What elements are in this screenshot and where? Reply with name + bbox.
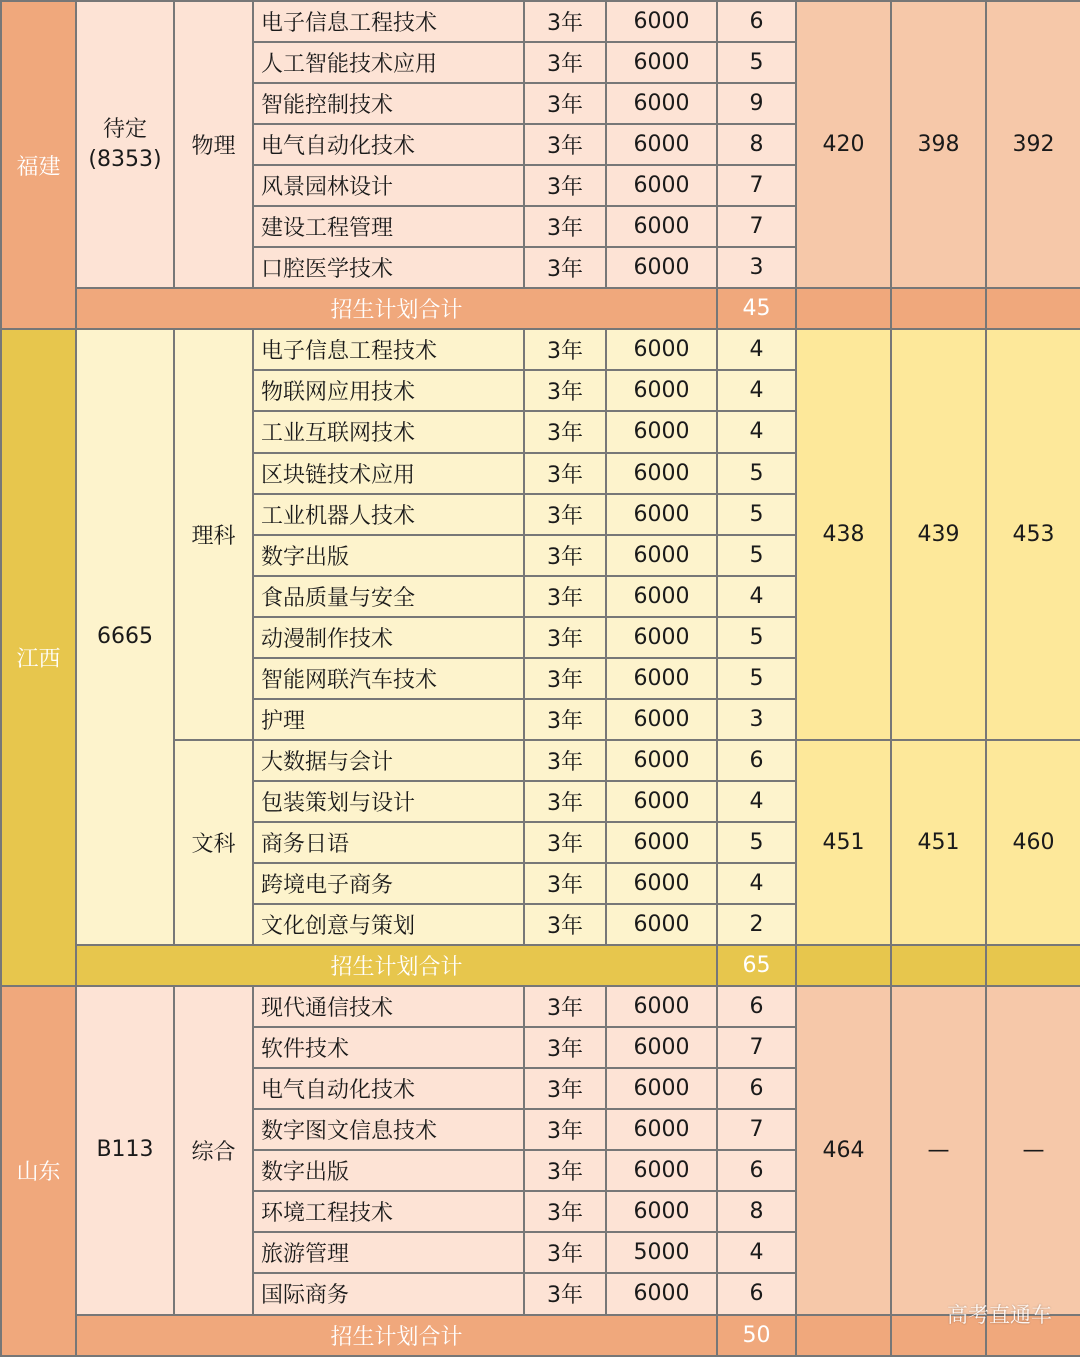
tuition-fee: 6000 (606, 699, 717, 740)
major-name: 国际商务 (253, 1273, 524, 1314)
major-name: 护理 (253, 699, 524, 740)
study-years: 3年 (524, 576, 606, 617)
subject-category: 文科 (174, 740, 253, 945)
score-cell: 438 (796, 329, 891, 739)
major-name: 电子信息工程技术 (253, 1, 524, 42)
tuition-fee: 6000 (606, 535, 717, 576)
study-years: 3年 (524, 617, 606, 658)
plan-count: 5 (717, 617, 796, 658)
score-cell: 398 (891, 1, 986, 288)
major-name: 智能网联汽车技术 (253, 658, 524, 699)
total-label: 招生计划合计 (76, 945, 717, 986)
tuition-fee: 6000 (606, 370, 717, 411)
study-years: 3年 (524, 42, 606, 83)
subject-category: 理科 (174, 329, 253, 739)
major-name: 口腔医学技术 (253, 247, 524, 288)
major-name: 商务日语 (253, 822, 524, 863)
empty-cell (986, 945, 1080, 986)
major-name: 风景园林设计 (253, 165, 524, 206)
tuition-fee: 6000 (606, 124, 717, 165)
tuition-fee: 6000 (606, 576, 717, 617)
study-years: 3年 (524, 986, 606, 1027)
plan-count: 7 (717, 165, 796, 206)
plan-count: 6 (717, 740, 796, 781)
plan-count: 6 (717, 1, 796, 42)
plan-count: 5 (717, 822, 796, 863)
plan-count: 6 (717, 1068, 796, 1109)
table-row (1, 1, 1080, 42)
major-name: 文化创意与策划 (253, 904, 524, 945)
major-name: 数字图文信息技术 (253, 1109, 524, 1150)
plan-count: 4 (717, 411, 796, 452)
tuition-fee: 6000 (606, 986, 717, 1027)
major-name: 软件技术 (253, 1027, 524, 1068)
study-years: 3年 (524, 740, 606, 781)
major-name: 电气自动化技术 (253, 124, 524, 165)
study-years: 3年 (524, 781, 606, 822)
score-cell: 453 (986, 329, 1080, 739)
tuition-fee: 5000 (606, 1232, 717, 1273)
study-years: 3年 (524, 658, 606, 699)
plan-count: 6 (717, 986, 796, 1027)
major-name: 旅游管理 (253, 1232, 524, 1273)
province-name: 山东 (1, 986, 76, 1355)
tuition-fee: 6000 (606, 165, 717, 206)
plan-count: 7 (717, 1109, 796, 1150)
study-years: 3年 (524, 1150, 606, 1191)
tuition-fee: 6000 (606, 1109, 717, 1150)
score-cell: 464 (796, 986, 891, 1314)
score-cell: 460 (986, 740, 1080, 945)
plan-count: 7 (717, 1027, 796, 1068)
study-years: 3年 (524, 1027, 606, 1068)
score-cell: 439 (891, 329, 986, 739)
major-name: 包装策划与设计 (253, 781, 524, 822)
table-row (1, 986, 1080, 1027)
study-years: 3年 (524, 124, 606, 165)
study-years: 3年 (524, 535, 606, 576)
major-name: 电气自动化技术 (253, 1068, 524, 1109)
study-years: 3年 (524, 329, 606, 370)
score-cell: — (986, 986, 1080, 1314)
enrollment-code: 6665 (76, 329, 174, 945)
empty-cell (891, 945, 986, 986)
major-name: 智能控制技术 (253, 83, 524, 124)
plan-count: 2 (717, 904, 796, 945)
total-value: 50 (717, 1315, 796, 1356)
plan-count: 8 (717, 124, 796, 165)
total-row (1, 1315, 1080, 1356)
tuition-fee: 6000 (606, 329, 717, 370)
tuition-fee: 6000 (606, 1273, 717, 1314)
plan-count: 7 (717, 206, 796, 247)
tuition-fee: 6000 (606, 83, 717, 124)
total-label: 招生计划合计 (76, 288, 717, 329)
major-name: 数字出版 (253, 1150, 524, 1191)
plan-count: 4 (717, 576, 796, 617)
study-years: 3年 (524, 1191, 606, 1232)
major-name: 区块链技术应用 (253, 453, 524, 494)
study-years: 3年 (524, 822, 606, 863)
major-name: 现代通信技术 (253, 986, 524, 1027)
major-name: 食品质量与安全 (253, 576, 524, 617)
tuition-fee: 6000 (606, 1027, 717, 1068)
major-name: 大数据与会计 (253, 740, 524, 781)
tuition-fee: 6000 (606, 247, 717, 288)
major-name: 工业机器人技术 (253, 494, 524, 535)
major-name: 环境工程技术 (253, 1191, 524, 1232)
score-cell: 451 (796, 740, 891, 945)
enrollment-code: B113 (76, 986, 174, 1314)
plan-count: 4 (717, 863, 796, 904)
plan-count: 4 (717, 370, 796, 411)
tuition-fee: 6000 (606, 1191, 717, 1232)
tuition-fee: 6000 (606, 42, 717, 83)
tuition-fee: 6000 (606, 1, 717, 42)
study-years: 3年 (524, 1232, 606, 1273)
major-name: 电子信息工程技术 (253, 329, 524, 370)
study-years: 3年 (524, 1068, 606, 1109)
plan-count: 6 (717, 1273, 796, 1314)
study-years: 3年 (524, 247, 606, 288)
province-name: 江西 (1, 329, 76, 986)
plan-count: 8 (717, 1191, 796, 1232)
empty-cell (796, 1315, 891, 1356)
tuition-fee: 6000 (606, 863, 717, 904)
study-years: 3年 (524, 453, 606, 494)
major-name: 工业互联网技术 (253, 411, 524, 452)
study-years: 3年 (524, 206, 606, 247)
plan-count: 4 (717, 329, 796, 370)
plan-count: 9 (717, 83, 796, 124)
empty-cell (986, 288, 1080, 329)
tuition-fee: 6000 (606, 1068, 717, 1109)
tuition-fee: 6000 (606, 904, 717, 945)
major-name: 动漫制作技术 (253, 617, 524, 658)
plan-count: 5 (717, 453, 796, 494)
score-cell: — (891, 986, 986, 1314)
study-years: 3年 (524, 1, 606, 42)
major-name: 数字出版 (253, 535, 524, 576)
plan-count: 5 (717, 658, 796, 699)
study-years: 3年 (524, 411, 606, 452)
tuition-fee: 6000 (606, 411, 717, 452)
empty-cell (891, 288, 986, 329)
total-value: 65 (717, 945, 796, 986)
plan-count: 3 (717, 699, 796, 740)
total-row (1, 288, 1080, 329)
major-name: 人工智能技术应用 (253, 42, 524, 83)
plan-count: 5 (717, 535, 796, 576)
subject-category: 物理 (174, 1, 253, 288)
empty-cell (796, 945, 891, 986)
watermark-text: 高考直通车 (947, 1303, 1052, 1327)
total-value: 45 (717, 288, 796, 329)
study-years: 3年 (524, 1273, 606, 1314)
study-years: 3年 (524, 1109, 606, 1150)
total-label: 招生计划合计 (76, 1315, 717, 1356)
score-cell: 392 (986, 1, 1080, 288)
tuition-fee: 6000 (606, 617, 717, 658)
study-years: 3年 (524, 494, 606, 535)
major-name: 建设工程管理 (253, 206, 524, 247)
plan-count: 5 (717, 42, 796, 83)
tuition-fee: 6000 (606, 494, 717, 535)
empty-cell (796, 288, 891, 329)
major-name: 物联网应用技术 (253, 370, 524, 411)
study-years: 3年 (524, 904, 606, 945)
study-years: 3年 (524, 370, 606, 411)
study-years: 3年 (524, 83, 606, 124)
enrollment-code: 待定 (8353) (76, 1, 174, 288)
score-cell: 420 (796, 1, 891, 288)
plan-count: 4 (717, 1232, 796, 1273)
tuition-fee: 6000 (606, 1150, 717, 1191)
plan-count: 5 (717, 494, 796, 535)
plan-count: 3 (717, 247, 796, 288)
score-cell: 451 (891, 740, 986, 945)
tuition-fee: 6000 (606, 658, 717, 699)
tuition-fee: 6000 (606, 740, 717, 781)
plan-count: 4 (717, 781, 796, 822)
study-years: 3年 (524, 863, 606, 904)
total-row (1, 945, 1080, 986)
province-name: 福建 (1, 1, 76, 329)
tuition-fee: 6000 (606, 453, 717, 494)
table-row (1, 329, 1080, 370)
tuition-fee: 6000 (606, 822, 717, 863)
major-name: 跨境电子商务 (253, 863, 524, 904)
study-years: 3年 (524, 699, 606, 740)
plan-count: 6 (717, 1150, 796, 1191)
subject-category: 综合 (174, 986, 253, 1314)
study-years: 3年 (524, 165, 606, 206)
tuition-fee: 6000 (606, 781, 717, 822)
tuition-fee: 6000 (606, 206, 717, 247)
